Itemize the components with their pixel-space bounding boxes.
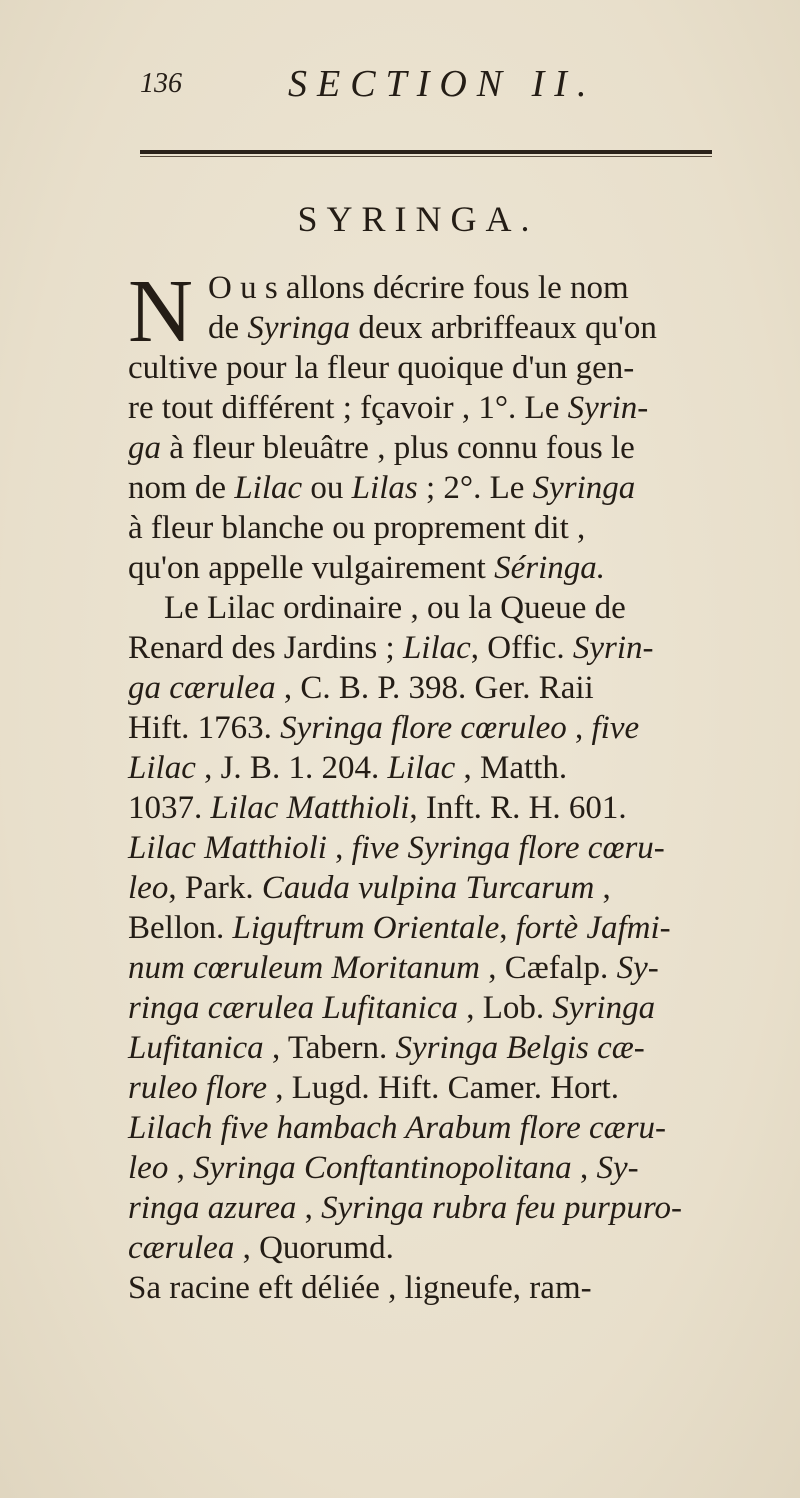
- italic-text: num cœruleum Moritanum: [128, 950, 480, 986]
- line-content: [128, 908, 671, 948]
- text-line: [128, 748, 768, 788]
- italic-text: Liguftrum Orientale: [232, 910, 500, 946]
- roman-text: ,: [499, 910, 516, 946]
- roman-text: , Tabern.: [263, 1030, 396, 1066]
- italic-text: Lufitanica: [128, 1030, 264, 1066]
- line-content: [128, 388, 648, 428]
- italic-text: Syringa rubra feu purpuro-: [321, 1190, 682, 1226]
- roman-text: , Quorumd.: [234, 1230, 394, 1266]
- roman-text: , Lugd. Hift. Camer. Hort.: [267, 1070, 619, 1106]
- roman-text: , Cæfalp.: [479, 950, 617, 986]
- body-text: [128, 262, 768, 1308]
- text-line: [128, 308, 768, 348]
- text-line: [128, 1028, 768, 1068]
- italic-text: Cauda vulpina Turcarum: [261, 870, 595, 906]
- italic-text: Syrin-: [567, 390, 649, 426]
- header-rule: [140, 150, 712, 154]
- roman-text: qu'on appelle vulgairement: [128, 550, 495, 586]
- italic-text: fortè Jafmi-: [515, 910, 671, 946]
- italic-text: Syringa: [552, 990, 656, 1026]
- line-content: [128, 428, 635, 468]
- text-line: [128, 348, 768, 388]
- roman-text: ,: [296, 1190, 322, 1226]
- running-head: SECTION II.: [288, 63, 597, 105]
- line-content: [128, 1068, 619, 1108]
- page-number: 136: [140, 68, 182, 99]
- italic-text: ruleo flore: [128, 1070, 268, 1106]
- italic-text: five Syringa flore cœru-: [351, 830, 665, 866]
- italic-text: Lilac: [234, 470, 303, 506]
- roman-text: ,: [594, 870, 611, 906]
- italic-text: Syringa Conftantinopolitana: [193, 1150, 572, 1186]
- text-line: [128, 628, 768, 668]
- italic-text: Syringa: [247, 310, 351, 346]
- text-line: [128, 548, 768, 588]
- roman-text: à fleur blanche ou proprement dit ,: [128, 510, 586, 546]
- line-content: [128, 748, 567, 788]
- line-content: [128, 628, 653, 668]
- line-content: [128, 828, 665, 868]
- line-content: [128, 948, 659, 988]
- roman-text: , C. B. P. 398. Ger. Raii: [275, 670, 594, 706]
- roman-text: O u s allons décrire fous le nom: [208, 270, 629, 306]
- roman-text: cultive pour la fleur quoique d'un gen-: [128, 350, 635, 386]
- italic-text: ringa azurea: [128, 1190, 297, 1226]
- line-content: [128, 1188, 682, 1228]
- roman-text: ,: [571, 1150, 597, 1186]
- text-line: [128, 1268, 768, 1308]
- line-content: [128, 988, 655, 1028]
- roman-text: , Offic.: [470, 630, 573, 666]
- italic-text: Syrin-: [572, 630, 654, 666]
- italic-text: Syringa flore cœruleo: [280, 710, 567, 746]
- italic-text: leo: [128, 870, 169, 906]
- roman-text: de: [208, 310, 248, 346]
- roman-text: ,: [566, 710, 592, 746]
- roman-text: à fleur bleuâtre , plus connu fous le: [161, 430, 635, 466]
- line-content: [128, 868, 611, 908]
- italic-text: ga cærulea: [128, 670, 276, 706]
- line-content: [128, 1108, 666, 1148]
- line-content: [128, 668, 594, 708]
- italic-text: ga: [128, 430, 161, 466]
- text-line: [128, 428, 768, 468]
- line-content: [128, 1268, 592, 1308]
- text-line: [128, 988, 768, 1028]
- text-line: [128, 1188, 768, 1228]
- roman-text: , J. B. 1. 204.: [195, 750, 388, 786]
- italic-text: cærulea: [128, 1230, 235, 1266]
- roman-text: nom de: [128, 470, 235, 506]
- line-content: [128, 1228, 394, 1268]
- roman-text: ou: [302, 470, 352, 506]
- line-content: [128, 708, 639, 748]
- italic-text: Sy-: [596, 1150, 639, 1186]
- roman-text: , Lob.: [458, 990, 553, 1026]
- text-line: [128, 1148, 768, 1188]
- roman-text: re tout différent ; fçavoir , 1°. Le: [128, 390, 568, 426]
- roman-text: , Matth.: [455, 750, 568, 786]
- section-title: SYRINGA.: [297, 199, 539, 239]
- line-content: [128, 508, 585, 548]
- drop-cap: N: [128, 262, 193, 361]
- roman-text: Renard des Jardins ;: [128, 630, 403, 666]
- text-line: [128, 828, 768, 868]
- roman-text: Bellon.: [128, 910, 233, 946]
- line-content: [128, 468, 635, 508]
- italic-text: Lilac: [128, 750, 196, 786]
- italic-text: leo: [128, 1150, 169, 1186]
- line-content: [208, 308, 657, 348]
- italic-text: ringa cærulea Lufitanica: [128, 990, 458, 1026]
- text-line: [128, 1068, 768, 1108]
- text-line: [128, 1228, 768, 1268]
- italic-text: Lilas: [351, 470, 418, 506]
- roman-text: 1037.: [128, 790, 211, 826]
- line-content: [164, 588, 626, 628]
- text-line: [128, 708, 768, 748]
- italic-text: Syringa: [532, 470, 636, 506]
- text-line: [128, 788, 768, 828]
- text-line: [128, 948, 768, 988]
- line-content: [128, 548, 605, 588]
- roman-text: deux arbriffeaux qu'on: [350, 310, 657, 346]
- page-header: [140, 62, 760, 112]
- text-line: [128, 388, 768, 428]
- text-line: [128, 1108, 768, 1148]
- line-content: [208, 268, 629, 308]
- italic-text: Syringa Belgis cæ-: [395, 1030, 645, 1066]
- italic-text: Séringa.: [494, 550, 605, 586]
- roman-text: ,: [168, 1150, 194, 1186]
- roman-text: , Park.: [168, 870, 262, 906]
- roman-text: ,: [326, 830, 352, 866]
- italic-text: Sy-: [616, 950, 659, 986]
- text-line: [128, 268, 768, 308]
- roman-text: Sa racine eft déliée , ligneufe, ram-: [128, 1270, 592, 1306]
- roman-text: ; 2°. Le: [417, 470, 533, 506]
- italic-text: Lilac: [402, 630, 471, 666]
- text-line: [128, 668, 768, 708]
- italic-text: Lilac Matthioli: [128, 830, 327, 866]
- text-line: [128, 468, 768, 508]
- text-line: [128, 908, 768, 948]
- text-line: [128, 868, 768, 908]
- roman-text: Hift. 1763.: [128, 710, 281, 746]
- roman-text: Le Lilac ordinaire , ou la Queue de: [164, 590, 626, 626]
- roman-text: , Inft. R. H. 601.: [409, 790, 627, 826]
- text-line: [128, 588, 768, 628]
- line-content: [128, 348, 634, 388]
- italic-text: Lilac Matthioli: [210, 790, 410, 826]
- italic-text: Lilach five hambach Arabum flore cæru-: [128, 1110, 667, 1146]
- italic-text: Lilac: [387, 750, 456, 786]
- text-line: [128, 508, 768, 548]
- line-content: [128, 788, 627, 828]
- italic-text: five: [591, 710, 640, 746]
- line-content: [128, 1028, 645, 1068]
- line-content: [128, 1148, 639, 1188]
